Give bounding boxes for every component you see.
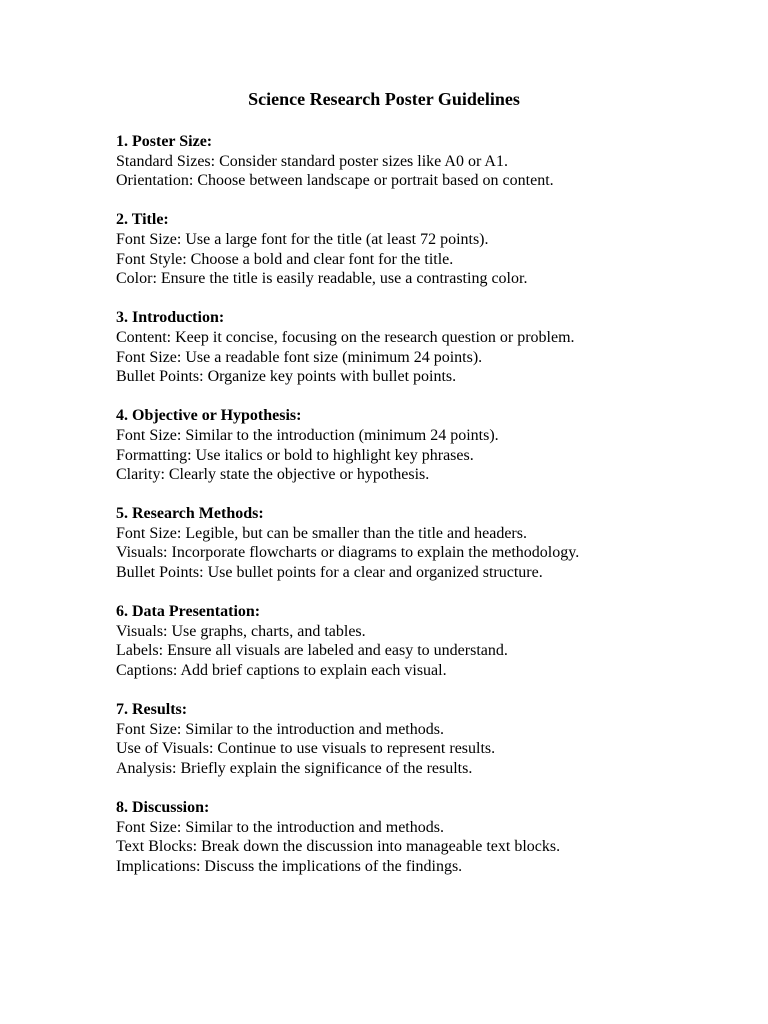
guideline-line: Labels: Ensure all visuals are labeled and easy to understand. [116, 642, 508, 660]
guideline-line: Bullet Points: Use bullet points for a clear and organized structure. [116, 564, 543, 582]
guideline-line: Font Size: Use a readable font size (minimum 24 points). [116, 348, 483, 366]
section-heading: 6. Data Presentation: [116, 603, 261, 621]
section-results [116, 700, 756, 778]
section-heading: 5. Research Methods: [116, 505, 264, 523]
guideline-line: Standard Sizes: Consider standard poster sizes like A0 or A1. [116, 152, 508, 170]
guideline-line: Font Size: Legible, but can be smaller than the title and headers. [116, 524, 527, 542]
guideline-line: Analysis: Briefly explain the significance of the results. [116, 760, 473, 777]
section-title [116, 210, 756, 288]
guideline-line: Font Size: Use a large font for the title (at least 72 points). [116, 230, 489, 248]
section-heading: 2. Title: [116, 211, 169, 229]
section-poster-size [116, 132, 756, 191]
guideline-line: Font Size: Similar to the introduction and methods. [116, 818, 444, 836]
section-data-presentation [116, 602, 756, 680]
guideline-line: Orientation: Choose between landscape or portrait based on content. [116, 172, 554, 190]
guideline-line: Text Blocks: Break down the discussion into manageable text blocks. [116, 838, 561, 856]
section-heading: 7. Results: [116, 701, 188, 719]
guideline-line: Implications: Discuss the implications of the findings. [116, 857, 463, 875]
section-heading: 8. Discussion: [116, 799, 210, 817]
section-introduction [116, 308, 756, 386]
document-title: Science Research Poster Guidelines [248, 89, 520, 109]
section-heading: 3. Introduction: [116, 309, 225, 327]
guideline-line: Clarity: Clearly state the objective or hypothesis. [116, 466, 430, 484]
section-heading: 1. Poster Size: [116, 133, 213, 150]
guideline-line: Color: Ensure the title is easily readable, use a contrasting color. [116, 270, 528, 288]
guideline-line: Bullet Points: Organize key points with bullet points. [116, 368, 457, 386]
section-discussion [116, 798, 756, 876]
guideline-line: Formatting: Use italics or bold to highlight key phrases. [116, 446, 474, 464]
guideline-line: Captions: Add brief captions to explain each visual. [116, 662, 447, 680]
section-heading: 4. Objective or Hypothesis: [116, 407, 302, 425]
section-objective-hypothesis [116, 406, 756, 484]
document-body [116, 132, 756, 896]
guideline-line: Font Size: Similar to the introduction (minimum 24 points). [116, 426, 499, 444]
guideline-line: Font Style: Choose a bold and clear font for the title. [116, 250, 454, 268]
guideline-line: Visuals: Use graphs, charts, and tables. [116, 622, 366, 640]
guideline-line: Font Size: Similar to the introduction and methods. [116, 720, 444, 738]
guideline-line: Use of Visuals: Continue to use visuals to represent results. [116, 740, 496, 758]
section-research-methods [116, 504, 756, 582]
guideline-line: Content: Keep it concise, focusing on the research question or problem. [116, 328, 575, 346]
guideline-line: Visuals: Incorporate flowcharts or diagrams to explain the methodology. [116, 544, 580, 562]
